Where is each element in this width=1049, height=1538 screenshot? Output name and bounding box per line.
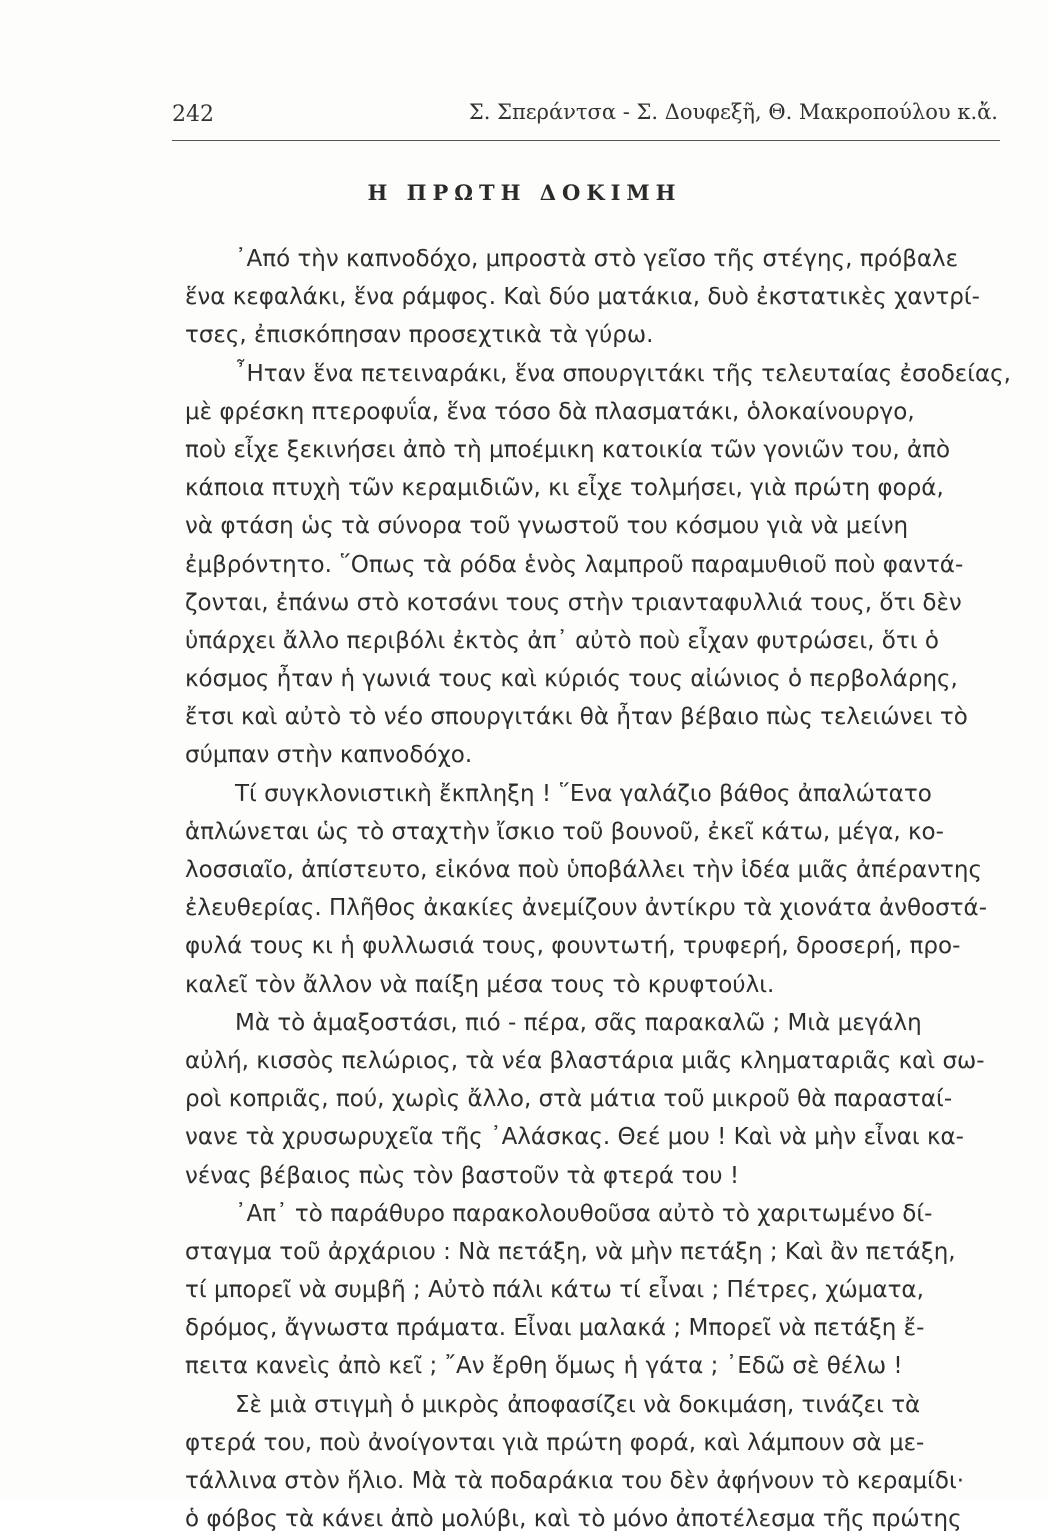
text-line: σταγμα τοῦ ἀρχάριου : Νὰ πετάξη, νὰ μὴν πετάξη ; Καὶ ἂν πετάξη, xyxy=(185,1238,956,1265)
text-line: Σὲ μιὰ στιγμὴ ὁ μικρὸς ἀποφασίζει νὰ δοκιμάση, τινάζει τὰ xyxy=(235,1391,921,1418)
chapter-title: Η ΠΡΩΤΗ ΔΟΚΙΜΗ xyxy=(367,180,682,205)
text-line: νανε τὰ χρυσωρυχεῖα τῆς ᾿Αλάσκας. Θεέ μου ! Καὶ νὰ μὴν εἶναι κα- xyxy=(185,1124,964,1151)
text-line: Τί συγκλονιστικὴ ἔκπληξη ! ῞Ενα γαλάζιο βάθος ἀπαλώτατο xyxy=(235,780,932,807)
text-line: ἁπλώνεται ὡς τὸ σταχτὴν ἴσκιο τοῦ βουνοῦ, ἐκεῖ κάτω, μέγα, κο- xyxy=(185,818,944,845)
text-line: ἐμβρόντητο. ῞Οπως τὰ ρόδα ἑνὸς λαμπροῦ παραμυθιοῦ ποὺ φαντά- xyxy=(185,551,964,578)
text-line: κόσμος ἦταν ἡ γωνιά τους καὶ κύριός τους αἰώνιος ὁ περβολάρης, xyxy=(185,666,958,693)
text-line: ὑπάρχει ἄλλο περιβόλι ἐκτὸς ἀπ᾿ αὐτὸ ποὺ εἶχαν φυτρώσει, ὅτι ὁ xyxy=(185,627,939,654)
text-line: αὐλή, κισσὸς πελώριος, τὰ νέα βλαστάρια μιᾶς κληματαριᾶς καὶ σω- xyxy=(185,1047,985,1074)
body-text xyxy=(185,240,1020,1538)
text-line: Μὰ τὸ ἁμαξοστάσι, πιό - πέρα, σᾶς παρακαλῶ ; Μιὰ μεγάλη xyxy=(235,1009,922,1036)
text-line: ἕνα κεφαλάκι, ἕνα ράμφος. Καὶ δύο ματάκια, δυὸ ἐκστατικὲς χαντρί- xyxy=(185,284,980,311)
text-line: τάλλινα στὸν ἥλιο. Μὰ τὰ ποδαράκια του δὲν ἀφήνουν τὸ κεραμίδι· xyxy=(185,1468,965,1494)
text-line: τσες, ἐπισκόπησαν προσεχτικὰ τὰ γύρω. xyxy=(185,322,654,349)
text-line: δρόμος, ἄγνωστα πράματα. Εἶναι μαλακά ; Μπορεῖ νὰ πετάξη ἔ- xyxy=(185,1315,925,1342)
text-line: σύμπαν στὴν καπνοδόχο. xyxy=(185,742,473,769)
text-line: καλεῖ τὸν ἄλλον νὰ παίξη μέσα τους τὸ κρυφτούλι. xyxy=(185,971,775,998)
running-head: Σ. Σπεράντσα - Σ. Δουφεξῆ, Θ. Μακροπούλου κ.ἄ. xyxy=(468,100,998,124)
text-line: ᾿Απ᾿ τὸ παράθυρο παρακολουθοῦσα αὐτὸ τὸ χαριτωμένο δί- xyxy=(235,1200,933,1227)
text-line: ἐλευθερίας. Πλῆθος ἀκακίες ἀνεμίζουν ἀντίκρυ τὰ χιονάτα ἀνθοστά- xyxy=(185,895,987,922)
text-line: ὁ φόβος τὰ κάνει ἀπὸ μολύβι, καὶ τὸ μόνο ἀποτέλεσμα τῆς πρώτης xyxy=(185,1506,962,1533)
text-line: ροὶ κοπριᾶς, πού, χωρὶς ἄλλο, στὰ μάτια τοῦ μικροῦ θὰ παρασταί- xyxy=(185,1086,953,1113)
text-line: ἔτσι καὶ αὐτὸ τὸ νέο σπουργιτάκι θὰ ἦταν βέβαιο πὼς τελειώνει τὸ xyxy=(185,704,968,731)
text-line: ζονται, ἐπάνω στὸ κοτσάνι τους στὴν τριανταφυλλιά τους, ὅτι δὲν xyxy=(185,589,962,616)
text-line: ποὺ εἶχε ξεκινήσει ἀπὸ τὴ μποέμικη κατοικία τῶν γονιῶν του, ἀπὸ xyxy=(185,436,951,463)
text-line: νένας βέβαιος πὼς τὸν βαστοῦν τὰ φτερά του ! xyxy=(185,1162,740,1189)
page-number: 242 xyxy=(172,102,214,127)
page-header xyxy=(172,100,1000,141)
text-line: μὲ φρέσκη πτεροφυΐα, ἕνα τόσο δὰ πλασματάκι, ὁλοκαίνουργο, xyxy=(185,398,915,425)
text-line: νὰ φτάση ὡς τὰ σύνορα τοῦ γνωστοῦ του κόσμου γιὰ νὰ μείνη xyxy=(185,513,909,540)
text-line: τί μπορεῖ νὰ συμβῆ ; Αὐτὸ πάλι κάτω τί εἶναι ; Πέτρες, χώματα, xyxy=(185,1277,924,1304)
text-line: ῏Ηταν ἕνα πετειναράκι, ἕνα σπουργιτάκι τῆς τελευταίας ἐσοδείας, xyxy=(235,360,1011,387)
text-line: κάποια πτυχὴ τῶν κεραμιδιῶν, κι εἶχε τολμήσει, γιὰ πρώτη φορά, xyxy=(185,475,944,502)
text-line: φυλά τους κι ἡ φυλλωσιά τους, φουντωτή, τρυφερή, δροσερή, προ- xyxy=(185,933,961,960)
text-line: φτερά του, ποὺ ἀνοίγονται γιὰ πρώτη φορά, καὶ λάμπουν σὰ με- xyxy=(185,1429,925,1456)
text-line: πειτα κανεὶς ἀπὸ κεῖ ; ῎Αν ἔρθη ὅμως ἡ γάτα ; ᾿Εδῶ σὲ θέλω ! xyxy=(185,1353,903,1380)
text-line: λοσσιαῖο, ἀπίστευτο, εἰκόνα ποὺ ὑποβάλλει τὴν ἰδέα μιᾶς ἀπέραντης xyxy=(185,857,982,883)
text-line: ᾿Από τὴν καπνοδόχο, μπροστὰ στὸ γεῖσο τῆς στέγης, πρόβαλε xyxy=(235,246,959,272)
